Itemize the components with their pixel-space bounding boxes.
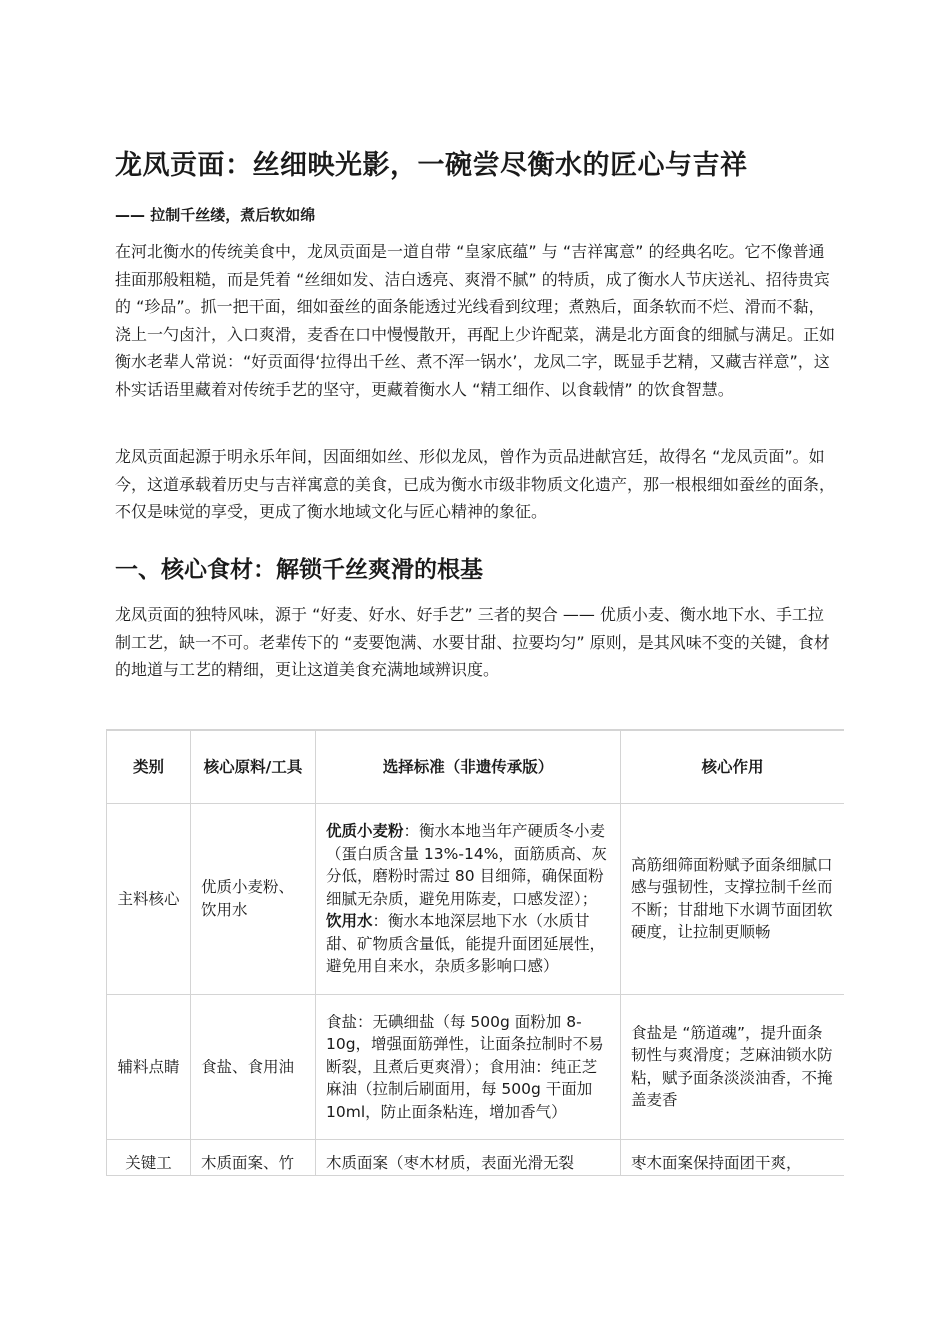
- table-row: [107, 1140, 845, 1176]
- ingredients-table: [106, 729, 844, 1224]
- cell-role: 高筋细筛面粉赋予面条细腻口感与强韧性，支撑拉制千丝而不断；甘甜地下水调节面团软硬度，让拉制更顺畅: [621, 804, 845, 995]
- header-role: 核心作用: [621, 731, 845, 804]
- cell-material: 木质面案、竹: [191, 1140, 316, 1176]
- standard-text: ：衡水本地当年产硬质冬小麦（蛋白质含量 13%-14%，面筋质高、灰分低，磨粉时需过 80 目细筛，确保面粉细腻无杂质，避免用陈麦，口感发涩）；: [326, 822, 607, 908]
- header-category: 类别: [107, 731, 191, 804]
- cell-role: 食盐是 “筋道魂”，提升面条韧性与爽滑度；芝麻油锁水防粘，赋予面条淡淡油香，不掩盖麦香: [621, 994, 845, 1140]
- cell-standard: 木质面案（枣木材质，表面光滑无裂: [316, 1140, 621, 1176]
- section-heading: 一、核心食材：解锁千丝爽滑的根基: [115, 557, 483, 583]
- cell-category: 关键工: [107, 1140, 191, 1176]
- cell-category: 辅料点睛: [107, 994, 191, 1140]
- table-row: [107, 804, 845, 995]
- cell-category: 主料核心: [107, 804, 191, 995]
- header-standard: 选择标准（非遗传承版）: [316, 731, 621, 804]
- section-paragraph: 龙凤贡面的独特风味，源于 “好麦、好水、好手艺” 三者的契合 —— 优质小麦、衡水地下水、手工拉制工艺，缺一不可。老辈传下的 “麦要饱满、水要甘甜、拉要均匀” 原则，是其风味不变的关键，食材的地道与工艺的精细，更让这道美食充满地域辨识度。: [115, 605, 830, 679]
- cell-standard: 食盐：无碘细盐（每 500g 面粉加 8-10g，增强面筋弹性，让面条拉制时不易断裂，且煮后更爽滑）；食用油：纯正芝麻油（拉制后刷面用，每 500g 干面加 10ml，防止面条粘连，增加香气）: [316, 994, 621, 1140]
- standard-bold-term: 优质小麦粉: [326, 822, 404, 840]
- page-subtitle: —— 拉制千丝缕，煮后软如绵: [115, 206, 316, 224]
- table-header-row: [107, 731, 845, 804]
- cell-material: 优质小麦粉、饮用水: [191, 804, 316, 995]
- standard-bold-term: 饮用水: [326, 912, 373, 930]
- standard-text: ：衡水本地深层地下水（水质甘甜、矿物质含量低，能提升面团延展性，避免用自来水，杂质多影响口感）: [326, 912, 606, 975]
- intro-paragraph-1: 在河北衡水的传统美食中，龙凤贡面是一道自带 “皇家底蕴” 与 “吉祥寓意” 的经典名吃。它不像普通挂面那般粗糙，而是凭着 “丝细如发、洁白透亮、爽滑不腻” 的特质，成了衡水人节庆送礼、招待贵宾的 “珍品”。抓一把干面，细如蚕丝的面条能透过光线看到纹理；煮熟后，面条软而不烂、滑而不黏，浇上一勺卤汁，入口爽滑，麦香在口中慢慢散开，再配上少许配菜，满是北方面食的细腻与满足。正如衡水老辈人常说：“好贡面得‘拉得出千丝、煮不浑一锅水’，龙凤二字，既显手艺精，又藏吉祥意”，这朴实话语里藏着对传统手艺的坚守，更藏着衡水人 “精工细作、以食载情” 的饮食智慧。: [115, 242, 836, 399]
- header-material: 核心原料/工具: [191, 731, 316, 804]
- cell-material: 食盐、食用油: [191, 994, 316, 1140]
- intro-paragraph-2: 龙凤贡面起源于明永乐年间，因面细如丝、形似龙凤，曾作为贡品进献宫廷，故得名 “龙凤贡面”。如今，这道承载着历史与吉祥寓意的美食，已成为衡水市级非物质文化遗产，那一根根细如蚕丝的面条，不仅是味觉的享受，更成了衡水地域文化与匠心精神的象征。: [115, 447, 836, 521]
- cell-standard: [316, 804, 621, 995]
- page-title: 龙凤贡面：丝细映光影，一碗尝尽衡水的匠心与吉祥: [115, 150, 748, 181]
- table-row: [107, 994, 845, 1140]
- cell-role: 枣木面案保持面团干爽，: [621, 1140, 845, 1176]
